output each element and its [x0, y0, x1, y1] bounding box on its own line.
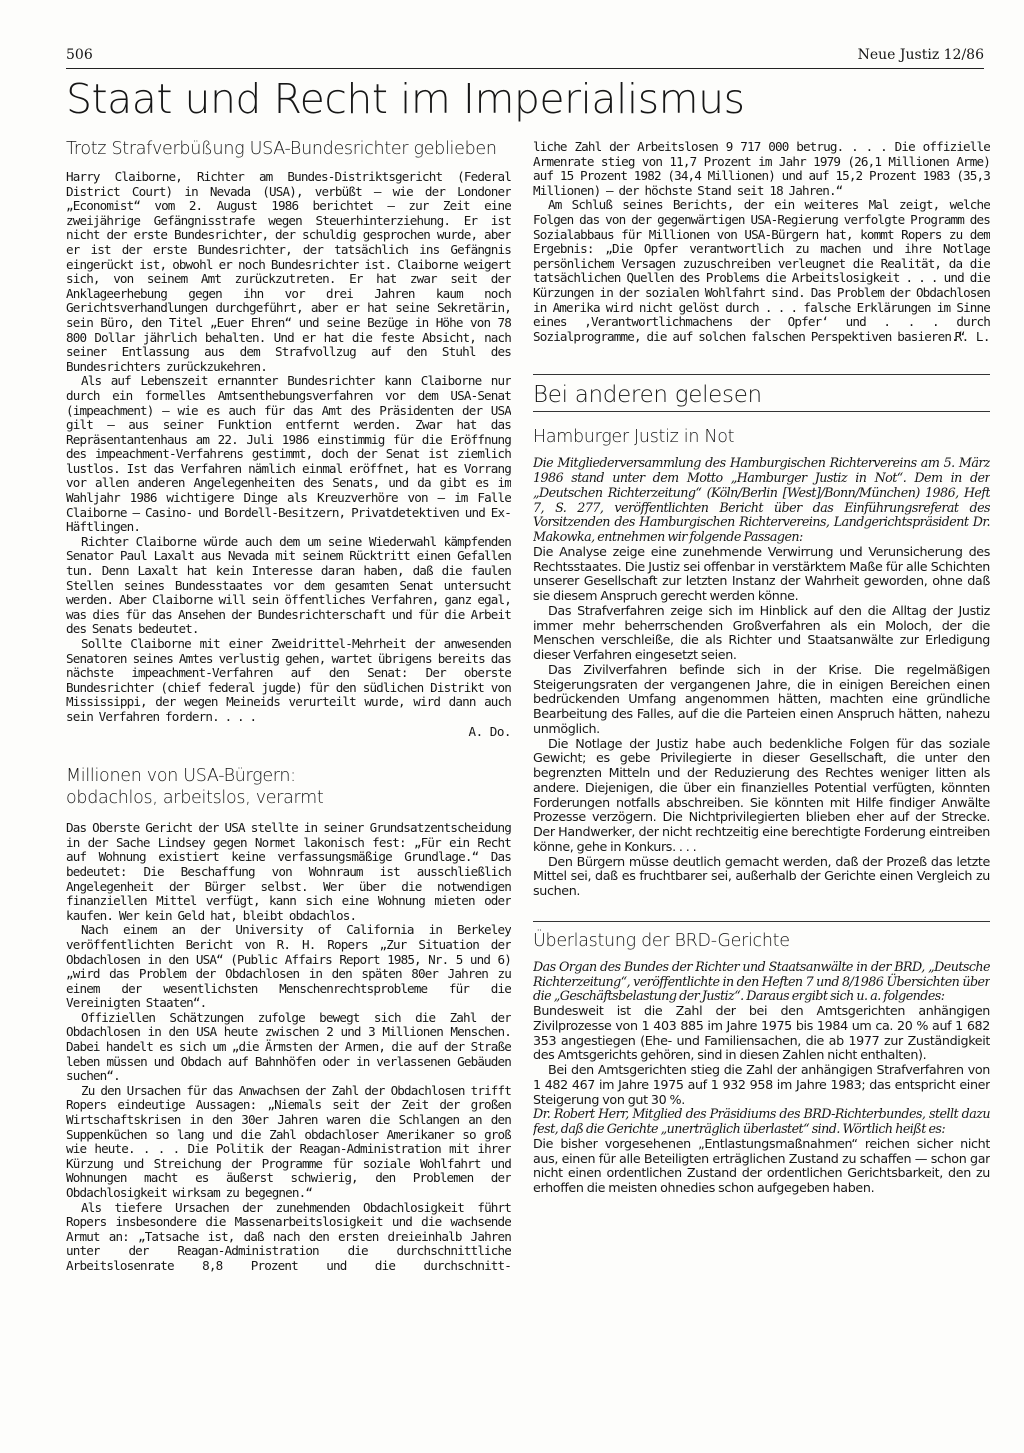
journal-issue: Neue Justiz 12/86: [857, 47, 984, 63]
article-title-line: obdachlos, arbeitslos, verarmt: [66, 788, 324, 809]
section-title: Staat und Recht im Imperialismus: [66, 75, 745, 123]
article-paragraph: Die bisher vorgesehenen „Entlastungsmaßnahmen“ reichen sicher nicht aus, einen für alle Beteiligten erträglichen Zustand zu schaffen — schon gar nicht einen ordentlichen Zustand der ordentlichen Gerichtsbarkeit, den zu erhoffen die meisten ohnedies schon aufgegeben haben.: [533, 1135, 990, 1196]
article-title-line: Millionen von USA-Bürgern:: [66, 766, 296, 787]
article-intro: Dr. Robert Herr, Mitglied des Präsidiums des BRD-Richterbundes, stellt dazu fest, daß die Gerichte „unerträglich überlastet“ sind. Wörtlich heißt es:: [533, 1106, 990, 1137]
article-paragraph-continued: liche Zahl der Arbeitslosen 9 717 000 betrug. . . . Die offizielle Armenrate stieg von 11,7 Prozent im Jahr 1979 (26,1 Millionen Arme) auf 15 Prozent 1982 (34,4 Millionen) und auf 15,2 Prozent 1983 (35,3 Millionen) — der höchste Stand seit 18 Jahren.“: [533, 140, 990, 198]
article-title: Überlastung der BRD-Gerichte: [533, 930, 790, 951]
article-paragraph: Den Bürgern müsse deutlich gemacht werden, daß der Prozeß das letzte Mittel sei, daß es fruchtbarer sei, außerhalb der Gerichte einen Vergleich zu suchen.: [533, 853, 990, 899]
page-header: [66, 47, 984, 67]
article-title: Hamburger Justiz in Not: [533, 427, 735, 448]
left-column: [66, 138, 511, 1428]
article-intro: Die Mitgliederversammlung des Hamburgischen Richtervereins am 5. März 1986 stand unter dem Motto „Hamburger Justiz in Not“. Dem in der „Deutschen Richterzeitung“ (Köln/Berlin [West]/Bonn/München) 1986, Heft 7, S. 277, veröffentlichten Bericht über das Einführungsreferat des Vorsitzenden des Hamburgischen Richtervereins, Landgerichtspräsident Dr. Makowka, entnehmen wir folgende Passagen:: [533, 455, 990, 545]
section-rule: [533, 411, 990, 412]
article-paragraph: Bei den Amtsgerichten stieg die Zahl der anhängigen Strafverfahren von 1 482 467 im Jahre 1975 auf 1 932 958 im Jahre 1983; das entspricht einer Steigerung von gut 30 %.: [533, 1062, 990, 1107]
article-paragraph: Das Zivilverfahren befinde sich in der Krise. Die regelmäßigen Steigerungsraten der vergangenen Jahre, die in einigen Bereichen einen bedrückenden Umfang angenommen hätten, machten eine gründliche Bearbeitung des Falles, auf die die Parteien einen Anspruch hätten, nahezu unmöglich.: [533, 661, 990, 736]
author-signature: R. L.: [954, 328, 990, 344]
article-paragraph: Das Strafverfahren zeige sich im Hinblick auf den die Alltag der Justiz immer mehr beherrschenden Großverfahren als ein Moloch, der die Menschen verschleiße, die als Richter und Staatsanwälte zur Erledigung dieser Verfahren eingesetzt seien.: [533, 602, 990, 663]
author-signature: A. Do.: [468, 723, 511, 739]
article-paragraph: Harry Claiborne, Richter am Bundes-Distriktsgericht (Federal District Court) in Nevada (USA), verbüßt — wie der Londoner „Economist“ vom 2. August 1986 berichtet — zur Zeit eine zweijährige Gefängnisstrafe wegen Steuerhinterziehung. Er ist nicht der erste Bundesrichter, der schuldig gesprochen wurde, aber er ist der erste Bundesrichter, der tatsächlich ins Gefängnis eingerückt ist, obwohl er noch Bundesrichter ist. Claiborne weigert sich, von seinem Amt zurückzutreten. Er hat zwar seit der Anklageerhebung gegen ihn vor drei Jahren kaum noch Gerichtsverhandlungen durchgeführt, aber er hat seine Sekretärin, sein Büro, den Titel „Euer Ehren“ und seine Bezüge in Höhe von 78 800 Dollar jährlich behalten. Und er hat die feste Absicht, nach seiner Entlassung aus dem Strafvollzug auf den Stuhl des Bundesrichters zurückzukehren.: [66, 169, 511, 374]
article-paragraph: Die Analyse zeige eine zunehmende Verwirrung und Verunsicherung des Rechtsstaates. Die Justiz sei offenbar in verstärktem Maße für alle Schichten unserer Gesellschaft zur letzten Instanz der Wahrheit geworden, ohne daß sie diesem Anspruch gerecht werden könne.: [533, 543, 990, 604]
article-paragraph: Das Oberste Gericht der USA stellte in seiner Grundsatzentscheidung in der Sache Lindsey gegen Normet lakonisch fest: „Für ein Recht auf Wohnung existiert keine verfassungsmäßige Grundlage.“ Das bedeutet: Die Beschaffung von Wohnraum ist ausschließlich Angelegenheit der Bürger selbst. Wer über die notwendigen finanziellen Mittel verfügt, kann sich eine Wohnung mieten oder kaufen. Wer kein Geld hat, bleibt obdachlos.: [66, 820, 511, 923]
section-heading: Bei anderen gelesen: [533, 382, 762, 409]
right-column: [533, 140, 990, 1430]
article-paragraph: Zu den Ursachen für das Anwachsen der Zahl der Obdachlosen trifft Ropers eindeutige Aussagen: „Niemals seit der Zeit der großen Wirtschaftskrisen in den 30er Jahren waren die Schlangen an den Suppenküchen so lang und die Zahl obdachloser Amerikaner so groß wie heute. . . . Die Politik der Reagan-Administration mit ihrer Kürzung und Streichung der Programme für soziale Wohlfahrt und Wohnungen macht es äußerst schwierig, den Problemen der Obdachlosigkeit wirksam zu begegnen.“: [66, 1082, 511, 1200]
section-rule: [533, 374, 990, 375]
article-paragraph: Offiziellen Schätzungen zufolge bewegt sich die Zahl der Obdachlosen in den USA heute zwischen 2 und 3 Millionen Menschen. Dabei handelt es sich um „die Ärmsten der Armen, die auf der Straße leben müssen und Obdach auf Bahnhöfen oder in verlassenen Gebäuden suchen“.: [66, 1009, 511, 1084]
article-title: Trotz Strafverbüßung USA-Bundesrichter geblieben: [66, 139, 497, 159]
article-paragraph: Nach einem an der University of California in Berkeley veröffentlichten Bericht von R. H. Ropers „Zur Situation der Obdachlosen in den USA“ (Public Affairs Report 1985, Nr. 5 und 6) „wird das Problem der Obdachlosen in den späten 80er Jahren zu einem der wesentlichsten Menschenrechtsprobleme für die Vereinigten Staaten“.: [66, 922, 511, 1011]
article-paragraph: Bundesweit ist die Zahl der bei den Amtsgerichten anhängigen Zivilprozesse von 1 403 885 im Jahre 1975 bis 1984 um ca. 20 % auf 1 682 353 angestiegen (Ehe- und Familiensachen, die ab 1977 zur Zuständigkeit des Amtsgerichts gehören, sind in diesen Zahlen nicht enthalten).: [533, 1003, 990, 1063]
article-paragraph: Sollte Claiborne mit einer Zweidrittel-Mehrheit der anwesenden Senatoren seines Amtes verlustig gehen, wartet übrigens bereits das nächste impeachment-Verfahren auf den Senat: Der oberste Bundesrichter (chief federal jugde) für den südlichen Distrikt von Mississippi, der wegen Meineids verurteilt wurde, wird dann auch sein Verfahren fordern. . . .: [66, 636, 511, 724]
article-rule: [533, 921, 990, 922]
header-rule: [66, 68, 984, 69]
article-paragraph: Am Schluß seines Berichts, der ein weiteres Mal zeigt, welche Folgen das von der gegenwärtigen USA-Regierung verfolgte Programm des Sozialabbaus für Millionen von USA-Bürgern hat, kommt Ropers zu dem Ergebnis: „Die Opfer verantwortlich zu machen und ihre Notlage persönlichem Versagen zuzuschreiben verleugnet die Realität, da die tatsächlichen Quellen des Problems die Arbeitslosigkeit . . . und die Kürzungen in der sozialen Wohlfahrt sind. Das Problem der Obdachlosen in Amerika wird nicht gelöst durch . . . falsche Erklärungen im Sinne eines ‚Verantwortlichmachens der Opfer‘ und . . . durch Sozialprogramme, die auf solchen falschen Perspektiven basieren.“: [533, 197, 990, 344]
article-paragraph: Die Notlage der Justiz habe auch bedenkliche Folgen für das soziale Gewicht; es gebe Privilegierte in dieser Gesellschaft, die unter den begrenzten Mitteln und der Reduzierung des Rechtes weniger litten als andere. Diejenigen, die über ein finanzielles Potential verfügten, könnten Forderungen notfalls abschreiben. Sie könnten mit Hilfe findiger Anwälte Prozesse verzögern. Die Nichtprivilegierten blieben eher auf der Strecke. Der Handwerker, der nicht rechtzeitig eine berechtigte Forderung eintreiben könne, gehe in Konkurs. . . .: [533, 735, 990, 854]
article-intro: Das Organ des Bundes der Richter und Staatsanwälte in der BRD, „Deutsche Richterzeitung“, veröffentlichte in den Heften 7 und 8/1986 Übersichten über die „Geschäftsbelastung der Justiz“. Daraus ergibt sich u. a. folgendes:: [533, 958, 990, 1004]
article-paragraph: Als auf Lebenszeit ernannter Bundesrichter kann Claiborne nur durch ein formelles Amtsenthebungsverfahren vor dem USA-Senat (impeachment) — wie es auch für das Amt des Präsidenten der USA gilt — aus seiner Funktion entfernt werden. Zwar hat das Repräsentantenhaus am 22. Juli 1986 einstimmig für die Eröffnung des impeachment-Verfahrens gestimmt, doch der Senat ist ziemlich lustlos. Ist das Verfahren nämlich einmal eröffnet, hat es Vorrang vor allen anderen Angelegenheiten des Senats, und da gibt es im Wahljahr 1986 wichtigere Dinge als Kreuzverhöre von — im Falle Claiborne — Casino- und Bordell-Besitzern, Privatdetektiven und Ex-Häftlingen.: [66, 373, 511, 535]
article-paragraph: Richter Claiborne würde auch dem um seine Wiederwahl kämpfenden Senator Paul Laxalt aus Nevada mit seinem Rücktritt einen Gefallen tun. Denn Laxalt hat kein Interesse daran haben, daß die faulen Stellen seines Bundesstaates vor dem gesamten Senat untersucht werden. Aber Claiborne will sein öffentliches Verfahren, ganz egal, was dies für das Ansehen der Bundesrichterschaft und für die Arbeit des Senats bedeutet.: [66, 533, 511, 637]
article-paragraph: Als tiefere Ursachen der zunehmenden Obdachlosigkeit führt Ropers insbesondere die Massenarbeitslosigkeit und die wachsende Armut an: „Tatsache ist, daß nach den ersten dreieinhalb Jahren unter der Reagan-Administration die durchschnittliche Arbeitslosenrate 8,8 Prozent und die durchschnitt-: [66, 1199, 511, 1273]
page-number: 506: [66, 47, 93, 63]
